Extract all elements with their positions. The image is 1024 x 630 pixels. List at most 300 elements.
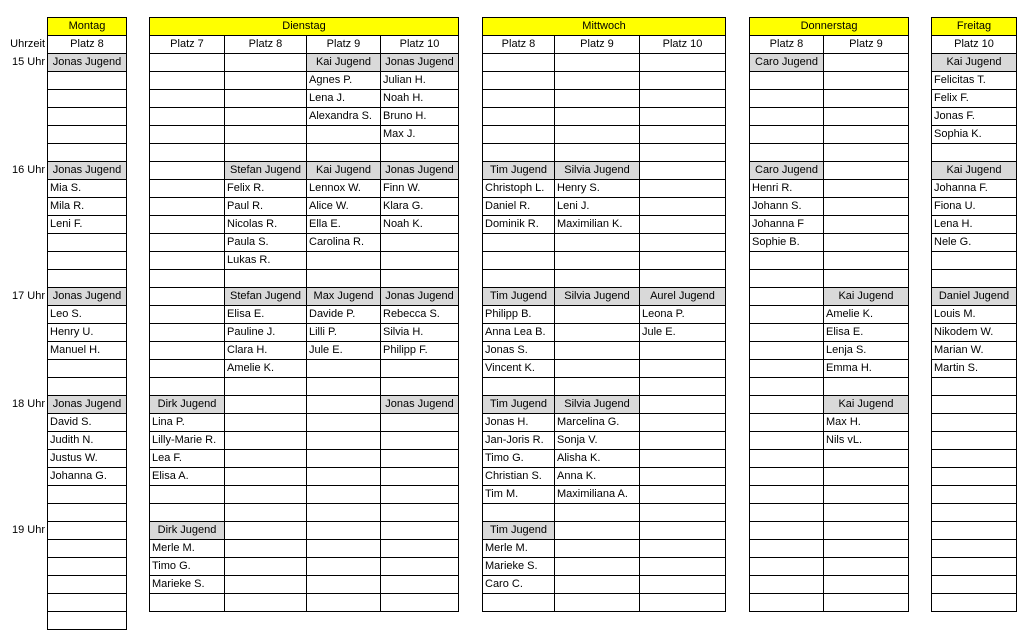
schedule-row xyxy=(750,468,909,486)
empty-cell xyxy=(225,396,307,414)
empty-cell xyxy=(750,468,824,486)
day-table-mittwoch xyxy=(482,17,726,612)
schedule-row xyxy=(150,108,459,126)
group-cell: Jonas Jugend xyxy=(48,288,127,306)
day-table-montag xyxy=(47,17,127,630)
group-cell: Jonas Jugend xyxy=(381,54,459,72)
empty-cell xyxy=(640,198,726,216)
empty-cell xyxy=(750,378,824,396)
schedule-row xyxy=(483,504,726,522)
player-cell: Fiona U. xyxy=(932,198,1017,216)
empty-cell xyxy=(750,396,824,414)
time-label: 16 Uhr xyxy=(11,164,45,176)
empty-cell xyxy=(381,540,459,558)
empty-cell xyxy=(640,144,726,162)
empty-cell xyxy=(555,324,640,342)
day-header: Donnerstag xyxy=(750,18,909,36)
player-cell: Felicitas T. xyxy=(932,72,1017,90)
day-table-freitag xyxy=(931,17,1017,612)
empty-cell xyxy=(48,108,127,126)
empty-cell xyxy=(225,72,307,90)
player-cell: Daniel R. xyxy=(483,198,555,216)
schedule-row xyxy=(932,144,1017,162)
player-cell: Vincent K. xyxy=(483,360,555,378)
empty-cell xyxy=(307,252,381,270)
empty-cell xyxy=(381,360,459,378)
empty-cell xyxy=(824,234,909,252)
schedule-row xyxy=(48,468,127,486)
empty-cell xyxy=(640,252,726,270)
schedule-row xyxy=(483,252,726,270)
empty-cell xyxy=(381,414,459,432)
empty-cell xyxy=(225,504,307,522)
empty-cell xyxy=(555,378,640,396)
player-cell: Mila R. xyxy=(48,198,127,216)
empty-cell xyxy=(307,432,381,450)
player-cell: Philipp F. xyxy=(381,342,459,360)
schedule-row xyxy=(483,54,726,72)
group-cell: Max Jugend xyxy=(307,288,381,306)
empty-cell xyxy=(555,144,640,162)
player-cell: Lena H. xyxy=(932,216,1017,234)
group-cell: Tim Jugend xyxy=(483,288,555,306)
player-cell: Leo S. xyxy=(48,306,127,324)
schedule-row xyxy=(150,396,459,414)
schedule-row xyxy=(750,108,909,126)
group-cell: Silvia Jugend xyxy=(555,396,640,414)
empty-cell xyxy=(48,558,127,576)
player-cell: Manuel H. xyxy=(48,342,127,360)
empty-cell xyxy=(555,342,640,360)
player-cell: Merle M. xyxy=(150,540,225,558)
empty-cell xyxy=(225,594,307,612)
empty-cell xyxy=(640,396,726,414)
empty-cell xyxy=(640,234,726,252)
schedule-row xyxy=(932,558,1017,576)
player-cell: Marieke S. xyxy=(483,558,555,576)
schedule-row xyxy=(483,108,726,126)
empty-cell xyxy=(307,270,381,288)
empty-cell xyxy=(150,72,225,90)
player-cell: Johann S. xyxy=(750,198,824,216)
schedule-row xyxy=(150,504,459,522)
schedule-row xyxy=(483,378,726,396)
schedule-row xyxy=(150,72,459,90)
player-cell: Lilli P. xyxy=(307,324,381,342)
empty-cell xyxy=(381,270,459,288)
empty-cell xyxy=(150,252,225,270)
player-cell: Nils vL. xyxy=(824,432,909,450)
group-cell: Kai Jugend xyxy=(824,288,909,306)
empty-cell xyxy=(750,360,824,378)
player-cell: Lukas R. xyxy=(225,252,307,270)
group-cell: Jonas Jugend xyxy=(381,162,459,180)
empty-cell xyxy=(307,360,381,378)
group-cell: Daniel Jugend xyxy=(932,288,1017,306)
empty-cell xyxy=(555,558,640,576)
empty-cell xyxy=(381,432,459,450)
empty-cell xyxy=(150,486,225,504)
day-header: Mittwoch xyxy=(483,18,726,36)
player-cell: Alexandra S. xyxy=(307,108,381,126)
empty-cell xyxy=(381,486,459,504)
empty-cell xyxy=(750,594,824,612)
empty-cell xyxy=(381,594,459,612)
empty-cell xyxy=(150,270,225,288)
empty-cell xyxy=(150,198,225,216)
empty-cell xyxy=(150,108,225,126)
schedule-row xyxy=(150,126,459,144)
schedule-row xyxy=(150,360,459,378)
schedule-row xyxy=(750,90,909,108)
schedule-row xyxy=(483,126,726,144)
schedule-row xyxy=(48,432,127,450)
day-header: Dienstag xyxy=(150,18,459,36)
schedule-row xyxy=(48,324,127,342)
schedule-row xyxy=(150,180,459,198)
group-cell: Jonas Jugend xyxy=(381,288,459,306)
empty-cell xyxy=(555,126,640,144)
schedule-row xyxy=(150,54,459,72)
schedule-row xyxy=(48,378,127,396)
empty-cell xyxy=(640,594,726,612)
schedule-row xyxy=(483,90,726,108)
empty-cell xyxy=(824,522,909,540)
empty-cell xyxy=(307,522,381,540)
empty-cell xyxy=(150,306,225,324)
empty-cell xyxy=(381,144,459,162)
player-cell: Jule E. xyxy=(307,342,381,360)
empty-cell xyxy=(640,342,726,360)
player-cell: Julian H. xyxy=(381,72,459,90)
player-cell: Elisa E. xyxy=(824,324,909,342)
empty-cell xyxy=(750,486,824,504)
empty-cell xyxy=(150,180,225,198)
player-cell: Leni J. xyxy=(555,198,640,216)
empty-cell xyxy=(150,594,225,612)
empty-cell xyxy=(750,288,824,306)
empty-cell xyxy=(483,90,555,108)
empty-cell xyxy=(381,522,459,540)
player-cell: Klara G. xyxy=(381,198,459,216)
empty-cell xyxy=(150,144,225,162)
schedule-row xyxy=(932,594,1017,612)
empty-cell xyxy=(381,504,459,522)
player-cell: Jonas F. xyxy=(932,108,1017,126)
empty-cell xyxy=(750,108,824,126)
empty-cell xyxy=(48,360,127,378)
group-cell: Stefan Jugend xyxy=(225,288,307,306)
empty-cell xyxy=(150,162,225,180)
schedule-row xyxy=(483,576,726,594)
schedule-row xyxy=(48,108,127,126)
empty-cell xyxy=(150,504,225,522)
player-cell: Merle M. xyxy=(483,540,555,558)
empty-cell xyxy=(555,360,640,378)
group-cell: Kai Jugend xyxy=(307,54,381,72)
day-header: Freitag xyxy=(932,18,1017,36)
day-header: Montag xyxy=(48,18,127,36)
schedule-row xyxy=(750,270,909,288)
schedule-row xyxy=(932,162,1017,180)
player-cell: Nele G. xyxy=(932,234,1017,252)
schedule-row xyxy=(150,270,459,288)
player-cell: Martin S. xyxy=(932,360,1017,378)
empty-cell xyxy=(932,540,1017,558)
schedule-row xyxy=(932,216,1017,234)
schedule-row xyxy=(48,558,127,576)
schedule-row xyxy=(750,522,909,540)
schedule-row xyxy=(932,504,1017,522)
schedule-row xyxy=(150,252,459,270)
empty-cell xyxy=(750,72,824,90)
empty-cell xyxy=(750,414,824,432)
empty-cell xyxy=(640,54,726,72)
group-cell: Tim Jugend xyxy=(483,162,555,180)
schedule-row xyxy=(48,216,127,234)
schedule-row xyxy=(932,126,1017,144)
player-cell: Max H. xyxy=(824,414,909,432)
empty-cell xyxy=(381,378,459,396)
schedule-row xyxy=(750,54,909,72)
group-cell: Kai Jugend xyxy=(824,396,909,414)
court-header: Platz 9 xyxy=(555,36,640,54)
empty-cell xyxy=(824,504,909,522)
player-cell: Christoph L. xyxy=(483,180,555,198)
court-header: Platz 9 xyxy=(824,36,909,54)
player-cell: Louis M. xyxy=(932,306,1017,324)
player-cell: Paula S. xyxy=(225,234,307,252)
schedule-row xyxy=(932,270,1017,288)
player-cell: Noah H. xyxy=(381,90,459,108)
empty-cell xyxy=(555,576,640,594)
player-cell: Jonas S. xyxy=(483,342,555,360)
schedule-row xyxy=(483,162,726,180)
player-cell: Paul R. xyxy=(225,198,307,216)
schedule-row xyxy=(932,288,1017,306)
player-cell: Alisha K. xyxy=(555,450,640,468)
empty-cell xyxy=(640,522,726,540)
schedule-row xyxy=(750,234,909,252)
empty-cell xyxy=(307,396,381,414)
empty-cell xyxy=(225,270,307,288)
schedule-row xyxy=(48,180,127,198)
schedule-row xyxy=(48,288,127,306)
player-cell: Philipp B. xyxy=(483,306,555,324)
empty-cell xyxy=(824,486,909,504)
schedule-row xyxy=(150,306,459,324)
player-cell: Alice W. xyxy=(307,198,381,216)
player-cell: Timo G. xyxy=(150,558,225,576)
empty-cell xyxy=(381,576,459,594)
player-cell: Sophie B. xyxy=(750,234,824,252)
group-cell: Kai Jugend xyxy=(307,162,381,180)
schedule-row xyxy=(483,468,726,486)
player-cell: David S. xyxy=(48,414,127,432)
player-cell: Lea F. xyxy=(150,450,225,468)
group-cell: Aurel Jugend xyxy=(640,288,726,306)
empty-cell xyxy=(48,252,127,270)
schedule-row xyxy=(48,126,127,144)
player-cell: Marieke S. xyxy=(150,576,225,594)
court-header: Platz 8 xyxy=(48,36,127,54)
empty-cell xyxy=(48,576,127,594)
player-cell: Lena J. xyxy=(307,90,381,108)
empty-cell xyxy=(225,468,307,486)
court-header: Platz 7 xyxy=(150,36,225,54)
schedule-row xyxy=(150,540,459,558)
player-cell: Lina P. xyxy=(150,414,225,432)
group-cell: Silvia Jugend xyxy=(555,162,640,180)
player-cell: Judith N. xyxy=(48,432,127,450)
empty-cell xyxy=(381,234,459,252)
empty-cell xyxy=(824,540,909,558)
player-cell: Carolina R. xyxy=(307,234,381,252)
empty-cell xyxy=(932,270,1017,288)
schedule-row xyxy=(48,396,127,414)
player-cell: Lenja S. xyxy=(824,342,909,360)
empty-cell xyxy=(750,90,824,108)
empty-cell xyxy=(750,342,824,360)
schedule-row xyxy=(932,342,1017,360)
schedule-row xyxy=(932,450,1017,468)
schedule-row xyxy=(483,486,726,504)
empty-cell xyxy=(555,234,640,252)
empty-cell xyxy=(483,144,555,162)
empty-cell xyxy=(640,450,726,468)
schedule-row xyxy=(932,108,1017,126)
court-header: Platz 8 xyxy=(225,36,307,54)
empty-cell xyxy=(750,432,824,450)
empty-cell xyxy=(750,270,824,288)
empty-cell xyxy=(750,126,824,144)
empty-cell xyxy=(307,576,381,594)
empty-cell xyxy=(150,90,225,108)
player-cell: Marian W. xyxy=(932,342,1017,360)
schedule-row xyxy=(932,396,1017,414)
schedule-row xyxy=(932,198,1017,216)
player-cell: Lennox W. xyxy=(307,180,381,198)
empty-cell xyxy=(555,504,640,522)
player-cell: Jule E. xyxy=(640,324,726,342)
empty-cell xyxy=(640,72,726,90)
empty-cell xyxy=(555,540,640,558)
empty-cell xyxy=(48,504,127,522)
schedule-row xyxy=(750,504,909,522)
schedule-row xyxy=(48,504,127,522)
empty-cell xyxy=(640,414,726,432)
player-cell: Emma H. xyxy=(824,360,909,378)
schedule-row xyxy=(48,360,127,378)
player-cell: Maximiliana A. xyxy=(555,486,640,504)
empty-cell xyxy=(932,468,1017,486)
player-cell: Justus W. xyxy=(48,450,127,468)
court-header: Platz 8 xyxy=(750,36,824,54)
schedule-row xyxy=(150,558,459,576)
schedule-row xyxy=(483,540,726,558)
schedule-row xyxy=(483,522,726,540)
empty-cell xyxy=(483,54,555,72)
empty-cell xyxy=(750,504,824,522)
schedule-row xyxy=(150,288,459,306)
empty-cell xyxy=(932,144,1017,162)
schedule-row xyxy=(150,378,459,396)
empty-cell xyxy=(640,486,726,504)
schedule-row xyxy=(932,324,1017,342)
empty-cell xyxy=(48,594,127,612)
empty-cell xyxy=(555,594,640,612)
empty-cell xyxy=(932,414,1017,432)
schedule-row xyxy=(150,414,459,432)
empty-cell xyxy=(307,414,381,432)
player-cell: Finn W. xyxy=(381,180,459,198)
empty-cell xyxy=(483,378,555,396)
schedule-row xyxy=(750,576,909,594)
empty-cell xyxy=(225,558,307,576)
empty-cell xyxy=(824,450,909,468)
schedule-row xyxy=(150,522,459,540)
schedule-row xyxy=(750,360,909,378)
player-cell: Maximilian K. xyxy=(555,216,640,234)
empty-cell xyxy=(932,450,1017,468)
empty-cell xyxy=(555,54,640,72)
schedule-row xyxy=(750,306,909,324)
schedule-row xyxy=(750,288,909,306)
player-cell: Pauline J. xyxy=(225,324,307,342)
schedule-row xyxy=(932,72,1017,90)
empty-cell xyxy=(824,162,909,180)
schedule-row xyxy=(48,72,127,90)
schedule-row xyxy=(932,306,1017,324)
empty-cell xyxy=(932,558,1017,576)
group-cell: Kai Jugend xyxy=(932,162,1017,180)
player-cell: Johanna F xyxy=(750,216,824,234)
schedule-row xyxy=(48,450,127,468)
court-header: Platz 8 xyxy=(483,36,555,54)
day-table-donnerstag xyxy=(749,17,909,612)
empty-cell xyxy=(48,270,127,288)
empty-cell xyxy=(824,72,909,90)
empty-cell xyxy=(640,108,726,126)
schedule-row xyxy=(48,54,127,72)
player-cell: Amelie K. xyxy=(225,360,307,378)
player-cell: Dominik R. xyxy=(483,216,555,234)
player-cell: Jonas H. xyxy=(483,414,555,432)
empty-cell xyxy=(48,234,127,252)
schedule-row xyxy=(150,90,459,108)
schedule-row xyxy=(750,450,909,468)
empty-cell xyxy=(824,54,909,72)
empty-cell xyxy=(640,432,726,450)
player-cell: Anna Lea B. xyxy=(483,324,555,342)
player-cell: Sophia K. xyxy=(932,126,1017,144)
empty-cell xyxy=(150,378,225,396)
schedule-row xyxy=(150,324,459,342)
schedule-row xyxy=(932,360,1017,378)
schedule-row xyxy=(483,234,726,252)
empty-cell xyxy=(750,324,824,342)
schedule-row xyxy=(750,396,909,414)
empty-cell xyxy=(48,126,127,144)
empty-cell xyxy=(48,522,127,540)
empty-cell xyxy=(483,252,555,270)
empty-cell xyxy=(48,378,127,396)
schedule-row xyxy=(150,198,459,216)
empty-cell xyxy=(750,252,824,270)
empty-cell xyxy=(750,450,824,468)
player-cell: Christian S. xyxy=(483,468,555,486)
court-header: Platz 10 xyxy=(932,36,1017,54)
